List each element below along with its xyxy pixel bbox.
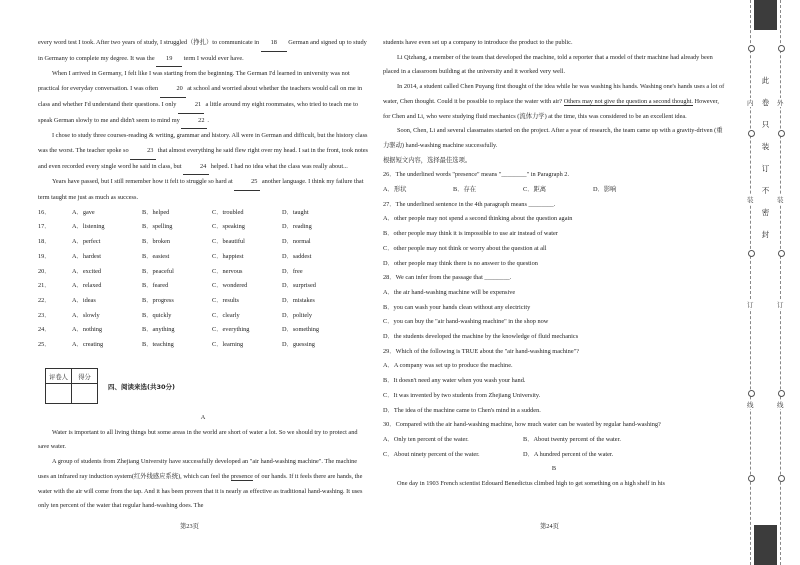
underlined-sentence: Others may not give the question a second thought. bbox=[563, 97, 693, 105]
questions bbox=[383, 168, 725, 462]
option-choice: C．learning bbox=[212, 341, 244, 349]
option-choice: D．surprised bbox=[282, 282, 316, 290]
option-choice: C．other people may not think or worry about the question at all bbox=[383, 244, 547, 252]
seal-char: 订 bbox=[761, 164, 770, 173]
option-choice: C．everything bbox=[212, 326, 250, 334]
blank-25: 25 bbox=[234, 175, 260, 191]
inline-options bbox=[383, 183, 725, 198]
question-number: 19． bbox=[38, 252, 51, 260]
option-row bbox=[38, 323, 368, 338]
option-row bbox=[38, 250, 368, 265]
blank-24: 24 bbox=[183, 160, 209, 176]
option-choice: B．easiest bbox=[142, 252, 170, 260]
page-number-left: 第23页 bbox=[180, 523, 199, 530]
option-choice: B．feared bbox=[142, 282, 169, 290]
binding-hole-icon bbox=[778, 130, 785, 137]
blank-18: 18 bbox=[261, 36, 287, 52]
option-choice: A．gave bbox=[72, 208, 95, 216]
option-choice: B．progress bbox=[142, 296, 174, 304]
instruction: 根据短文内容，选择最佳选项。 bbox=[383, 156, 472, 164]
option-choice: C．距离 bbox=[523, 186, 547, 194]
passage-a-continued-4: Soon, Chen, Li and several classmates started on the project. After a year of research, the team came up with a gravity-driven (重力驱动) hand-washing machine successfully. bbox=[383, 127, 723, 149]
question-stem: 26．The underlined words "presence" means "________" in Paragraph 2. bbox=[383, 171, 570, 179]
question-number: 23． bbox=[38, 311, 51, 319]
question-number: 25． bbox=[38, 341, 51, 349]
blank-22: 22 bbox=[181, 114, 207, 130]
option-choice: A．slowly bbox=[72, 311, 100, 319]
passage-a-continued-2: Li Qizhang, a member of the team that developed the machine, told a reporter that a model of their machine had already been placed in a classroom building at the university and it worked very well. bbox=[383, 53, 713, 76]
option-pair bbox=[383, 448, 725, 463]
section-title: 四、阅读来选(共30分) bbox=[108, 383, 175, 391]
option-choice: B．helped bbox=[142, 208, 170, 216]
seal-char: 卷 bbox=[761, 98, 770, 107]
question-number: 17． bbox=[38, 223, 51, 231]
question-stem: 28．We can infer from the passage that ________. bbox=[383, 274, 512, 282]
cloze-paragraph-3: I chose to study three courses-reading & writing, grammar and history. All were in German and difficult, but the history class was the worst. The teacher spoke so 23 that almost everything he said flew right over my head. I sat in the front, took notes and even recorded every single word he said in class, but 24 helped. I had no idea what the class was really about... bbox=[38, 129, 368, 175]
blank-20: 20 bbox=[160, 82, 186, 98]
question-number: 22． bbox=[38, 296, 51, 304]
binding-hole-icon bbox=[778, 390, 785, 397]
grader-label: 评卷人 bbox=[46, 369, 72, 384]
option-pair bbox=[383, 433, 725, 448]
question-number: 24． bbox=[38, 326, 51, 334]
question-number: 16． bbox=[38, 208, 51, 216]
option-row bbox=[38, 294, 368, 309]
option-choice: A．listening bbox=[72, 223, 105, 231]
option-choice: A．excited bbox=[72, 267, 102, 275]
passage-label-b: B bbox=[551, 465, 557, 473]
score-label: 得分 bbox=[72, 369, 98, 384]
seal-char: 密 bbox=[761, 208, 770, 217]
option-choice: B．quickly bbox=[142, 311, 172, 319]
option-choice: A．ideas bbox=[72, 296, 96, 304]
option-choice: D．saddest bbox=[282, 252, 312, 260]
option-choice: C．wondered bbox=[212, 282, 248, 290]
option-choice: A．the air hand-washing machine will be expensive bbox=[383, 288, 516, 296]
page-number-right: 第24页 bbox=[540, 523, 559, 530]
option-choice: D．mistakes bbox=[282, 296, 315, 304]
option-choice: D．taught bbox=[282, 208, 309, 216]
option-choice: D．The idea of the machine came to Chen's mind in a sudden. bbox=[383, 406, 541, 414]
passage-a-paragraph-1: Water is important to all living things but some areas in the world are short of water a lot. So we should try to protect and save water. bbox=[38, 428, 358, 451]
option-choice: B．teaching bbox=[142, 341, 174, 349]
option-choice: B．About twenty percent of the water. bbox=[523, 435, 621, 443]
inner-line-label: 装 bbox=[747, 196, 754, 204]
option-row bbox=[38, 220, 368, 235]
option-choice: B．broken bbox=[142, 238, 170, 246]
option-choice: B．anything bbox=[142, 326, 175, 334]
option-choice: D．other people may think there is no answer to the question bbox=[383, 259, 538, 267]
option-choice: D．the students developed the machine by the knowledge of fluid mechanics bbox=[383, 333, 579, 341]
option-choice: C．happiest bbox=[212, 252, 244, 260]
option-choice: B．存在 bbox=[453, 186, 477, 194]
right-page bbox=[383, 36, 725, 492]
inner-line-label: 订 bbox=[747, 301, 754, 309]
seal-char: 此 bbox=[761, 76, 770, 85]
option-choice: A．perfect bbox=[72, 238, 101, 246]
question-stem: 29．Which of the following is TRUE about the "air hand-washing machine"? bbox=[383, 347, 579, 355]
option-choice: B．you can wash your hands clean without any electricity bbox=[383, 303, 531, 311]
option-choice: D．reading bbox=[282, 223, 312, 231]
binding-hole-icon bbox=[748, 390, 755, 397]
left-page bbox=[38, 36, 368, 353]
blank-23: 23 bbox=[130, 144, 156, 160]
binding-strip bbox=[731, 0, 800, 565]
passage-b-paragraph-1: One day in 1903 French scientist Edouard Benedictus climbed high to get something on a high shelf in his bbox=[397, 480, 665, 488]
binding-hole-icon bbox=[778, 45, 785, 52]
strip-band-bottom bbox=[754, 525, 777, 565]
seal-char: 只 bbox=[761, 120, 770, 129]
outer-line-label: 订 bbox=[777, 301, 784, 309]
option-choice: C．results bbox=[212, 296, 239, 304]
outer-line-label: 线 bbox=[777, 401, 784, 409]
binding-hole-icon bbox=[748, 250, 755, 257]
option-choice: A．other people may not spend a second thinking about the question again bbox=[383, 215, 573, 223]
option-choice: A．hardest bbox=[72, 252, 102, 260]
passage-a bbox=[38, 411, 368, 514]
option-row bbox=[38, 279, 368, 294]
outer-line-label: 装 bbox=[777, 196, 784, 204]
option-choice: B．peaceful bbox=[142, 267, 174, 275]
option-choice: D．politely bbox=[282, 311, 313, 319]
option-choice: D．A hundred percent of the water. bbox=[523, 450, 614, 458]
passage-a-continued-3: In 2014, a student called Chen Puyang first thought of the idea while he was washing his hands. Washing one's hands uses a lot of water, Chen thought. Could it be possible to replace the water with air? Others may not give the question a second thought. However, for Chen and Li, who were studying fluid mechanics (流体力学) at the time, this was considered to be an excellent idea. bbox=[383, 83, 725, 120]
grader-cell bbox=[46, 384, 72, 404]
option-choice: B．other people may think it is impossible to use air instead of water bbox=[383, 230, 558, 238]
option-choice: C．About ninety percent of the water. bbox=[383, 450, 480, 458]
question-number: 18． bbox=[38, 238, 51, 246]
passage-a-paragraph-2: A group of students from Zhejiang University have successfully developed an "air hand-washing machine". The machine uses an infrared ray induction system(红外线感应系统), which can feel the presence of our hands. If it feels there are hands, the water with the air will come from the tap. And it has been proven that it is nearly as effective as traditional hand-washing. It uses only ten percent of the water that regular hand-washing does. The bbox=[38, 458, 363, 510]
cloze-paragraph-1: every word test I took. After two years of study, I struggled（挣扎）to communicate in 18 German and signed up to study in Germany to complete my degree. It was the 19 term I would ever have. bbox=[38, 36, 368, 67]
blank-21: 21 bbox=[178, 98, 204, 114]
option-choice: B．It doesn't need any water when you wash your hand. bbox=[383, 377, 526, 385]
option-choice: D．something bbox=[282, 326, 320, 334]
inner-line-label: 内 bbox=[747, 99, 754, 107]
option-choice: A．nothing bbox=[72, 326, 103, 334]
cloze-options bbox=[38, 206, 368, 353]
passage-label-a: A bbox=[200, 414, 206, 421]
option-choice: C．you can buy the "air hand-washing machine" in the shop now bbox=[383, 318, 549, 326]
cloze-paragraph-4: Years have passed, but I still remember how it felt to struggle so hard at 25 another language. I think my failure that term taught me just as much as success. bbox=[38, 175, 368, 205]
option-choice: D．free bbox=[282, 267, 303, 275]
option-row bbox=[38, 338, 368, 353]
option-choice: C．nervous bbox=[212, 267, 243, 275]
question-number: 21． bbox=[38, 282, 51, 290]
option-choice: B．spelling bbox=[142, 223, 173, 231]
seal-char: 封 bbox=[761, 230, 770, 239]
binding-hole-icon bbox=[748, 130, 755, 137]
binding-hole-icon bbox=[748, 475, 755, 482]
option-choice: A．Only ten percent of the water. bbox=[383, 435, 469, 443]
cloze-paragraph-2: When I arrived in Germany, I felt like I was starting from the beginning. The German I'd learned in university was not practical for everyday conversation. I was often 20 at school and worried about whether the teachers would call on me in class and whether I'd understand their questions. I only 21 a little around my eight roommates, who tried to teach me to speak German slowly to me and didn't seem to mind my 22 . bbox=[38, 67, 368, 129]
seal-char: 装 bbox=[761, 142, 770, 151]
seal-text bbox=[754, 60, 777, 260]
option-row bbox=[38, 206, 368, 221]
score-cell bbox=[72, 384, 98, 404]
outer-line-label: 外 bbox=[777, 99, 784, 107]
strip-band-top bbox=[754, 0, 777, 30]
option-choice: C．speaking bbox=[212, 223, 245, 231]
option-choice: A．creating bbox=[72, 341, 104, 349]
blank-19: 19 bbox=[156, 52, 182, 68]
option-choice: D．影响 bbox=[593, 186, 617, 194]
binding-hole-icon bbox=[748, 45, 755, 52]
option-choice: C．It was invented by two students from Zhejiang University. bbox=[383, 391, 541, 399]
option-choice: C．troubled bbox=[212, 208, 244, 216]
binding-hole-icon bbox=[778, 250, 785, 257]
question-stem: 27．The underlined sentence in the 4th paragraph means ________. bbox=[383, 200, 556, 208]
inner-line-label: 线 bbox=[747, 401, 754, 409]
seal-char: 不 bbox=[761, 186, 770, 195]
option-row bbox=[38, 235, 368, 250]
score-box bbox=[45, 368, 98, 404]
option-choice: C．beautiful bbox=[212, 238, 245, 246]
underlined-presence: presence bbox=[230, 472, 253, 480]
option-choice: A．形状 bbox=[383, 186, 407, 194]
binding-hole-icon bbox=[778, 475, 785, 482]
question-number: 20． bbox=[38, 267, 51, 275]
passage-a-continued-1: students have even set up a company to introduce the product to the public. bbox=[383, 39, 573, 46]
option-choice: D．guessing bbox=[282, 341, 315, 349]
option-choice: A．A company was set up to produce the machine. bbox=[383, 362, 513, 370]
question-stem: 30．Compared with the air hand-washing machine, how much water can be wasted by regular hand-washing? bbox=[383, 421, 661, 429]
option-row bbox=[38, 265, 368, 280]
option-choice: D．normal bbox=[282, 238, 311, 246]
option-choice: A．relaxed bbox=[72, 282, 102, 290]
option-row bbox=[38, 309, 368, 324]
option-choice: C．clearly bbox=[212, 311, 240, 319]
